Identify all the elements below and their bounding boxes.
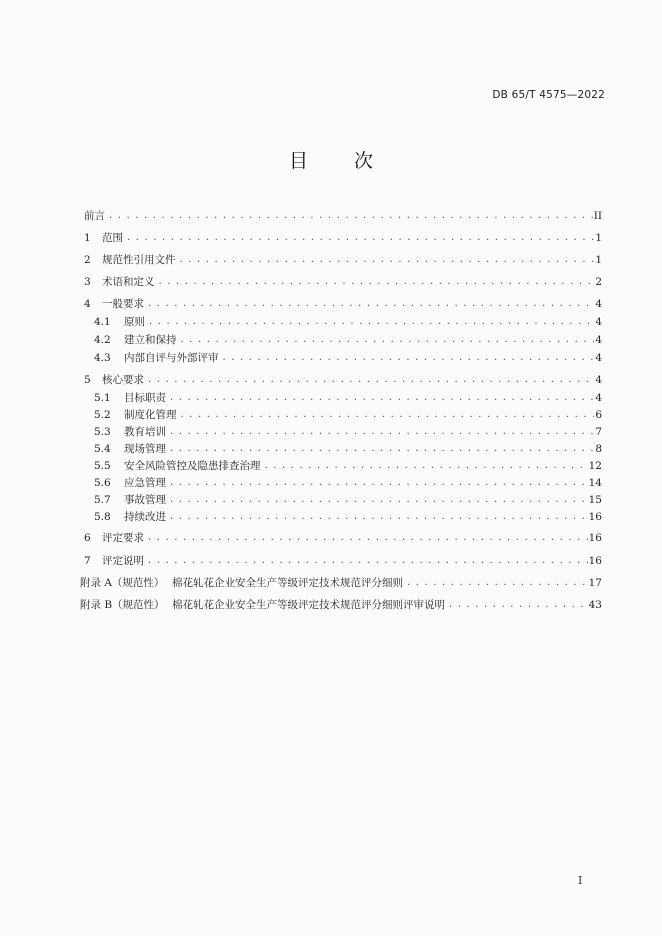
- toc-entry-5-6[interactable]: [94, 473, 602, 490]
- toc-page: II: [593, 210, 602, 222]
- toc-leader: [146, 554, 589, 568]
- toc-label: 4 一般要求: [84, 298, 144, 310]
- toc-entry-5[interactable]: [84, 370, 602, 387]
- toc-entry-4-3[interactable]: [94, 348, 602, 365]
- toc-leader: [146, 297, 594, 311]
- toc-leader: [263, 459, 589, 473]
- toc-label: 3 术语和定义: [84, 276, 155, 288]
- toc-page: 14: [588, 477, 602, 489]
- toc-entry-5-8[interactable]: [94, 507, 602, 524]
- toc-leader: [147, 315, 594, 329]
- toc-leader: [168, 391, 594, 405]
- toc-entry-5-3[interactable]: [94, 422, 602, 439]
- toc-entry-5-2[interactable]: [94, 405, 602, 422]
- page-title: 目 次: [288, 150, 394, 172]
- toc-entry-7[interactable]: [84, 551, 602, 568]
- toc-page: 7: [595, 426, 602, 438]
- toc-label: 5.4 现场管理: [94, 443, 166, 455]
- toc-page: 4: [595, 392, 602, 404]
- toc-page: 15: [588, 494, 602, 506]
- toc-page: 16: [588, 532, 602, 544]
- toc-page: 17: [588, 577, 602, 589]
- toc-leader: [168, 493, 589, 507]
- toc-entry-2[interactable]: [84, 250, 602, 267]
- toc-entry-foreword[interactable]: [84, 206, 602, 223]
- standard-code: DB 65/T 4575—2022: [492, 89, 605, 101]
- toc-leader: [447, 598, 589, 612]
- toc-entry-5-5[interactable]: [94, 456, 602, 473]
- toc-page: 8: [595, 443, 602, 455]
- toc-label: 5.7 事故管理: [94, 494, 166, 506]
- toc-leader: [168, 476, 589, 490]
- toc-leader: [146, 531, 589, 545]
- toc-leader: [179, 333, 595, 347]
- toc-label: 5.5 安全风险管控及隐患排查治理: [94, 460, 261, 472]
- toc-label: 4.1 原则: [94, 316, 145, 328]
- toc-entry-4[interactable]: [84, 294, 602, 311]
- toc-entry-1[interactable]: [84, 228, 602, 245]
- toc-label: 5.1 目标职责: [94, 392, 166, 404]
- toc-label: 6 评定要求: [84, 532, 144, 544]
- toc-leader: [179, 408, 595, 422]
- toc-page: 16: [588, 555, 602, 567]
- toc-entry-5-4[interactable]: [94, 439, 602, 456]
- toc-entry-3[interactable]: [84, 272, 602, 289]
- toc-page: 4: [595, 298, 602, 310]
- toc-leader: [168, 510, 589, 524]
- toc-page: 4: [595, 334, 602, 346]
- toc-entry-4-2[interactable]: [94, 330, 602, 347]
- toc-leader: [107, 209, 594, 223]
- toc-leader: [168, 442, 594, 456]
- toc-label: 1 范围: [84, 232, 123, 244]
- toc-label: 4.2 建立和保持: [94, 334, 177, 346]
- toc-label: 前言: [84, 210, 105, 222]
- toc-label: 4.3 内部自评与外部评审: [94, 352, 219, 364]
- toc-page: 12: [588, 460, 602, 472]
- toc-leader: [125, 231, 594, 245]
- footer-page-number: I: [578, 874, 583, 887]
- toc-entry-appendix-b[interactable]: [80, 595, 602, 612]
- toc-page: 4: [595, 374, 602, 386]
- toc-label: 5.8 持续改进: [94, 511, 166, 523]
- toc-label: 附录 B（规范性） 棉花轧花企业安全生产等级评定技术规范评分细则评审说明: [80, 599, 445, 611]
- toc-page: 6: [595, 409, 602, 421]
- toc-label: 附录 A（规范性） 棉花轧花企业安全生产等级评定技术规范评分细则: [80, 577, 403, 589]
- toc-entry-appendix-a[interactable]: [80, 573, 602, 590]
- toc-leader: [168, 425, 594, 439]
- toc-label: 5 核心要求: [84, 374, 144, 386]
- toc-leader: [146, 373, 594, 387]
- toc-entry-5-1[interactable]: [94, 388, 602, 405]
- toc-page: 16: [588, 511, 602, 523]
- toc-entry-6[interactable]: [84, 528, 602, 545]
- toc-page: 4: [595, 316, 602, 328]
- toc-label: 7 评定说明: [84, 555, 144, 567]
- toc-label: 2 规范性引用文件: [84, 254, 176, 266]
- toc-entry-4-1[interactable]: [94, 312, 602, 329]
- toc-leader: [405, 576, 589, 590]
- toc-label: 5.2 制度化管理: [94, 409, 177, 421]
- toc-leader: [157, 275, 595, 289]
- toc-page: 43: [588, 599, 602, 611]
- toc-label: 5.6 应急管理: [94, 477, 166, 489]
- toc-page: 1: [595, 254, 602, 266]
- toc-entry-5-7[interactable]: [94, 490, 602, 507]
- toc-page: 4: [595, 352, 602, 364]
- toc-label: 5.3 教育培训: [94, 426, 166, 438]
- toc-leader: [178, 253, 595, 267]
- toc-page: 2: [595, 276, 602, 288]
- toc-page: 1: [595, 232, 602, 244]
- toc-leader: [221, 351, 595, 365]
